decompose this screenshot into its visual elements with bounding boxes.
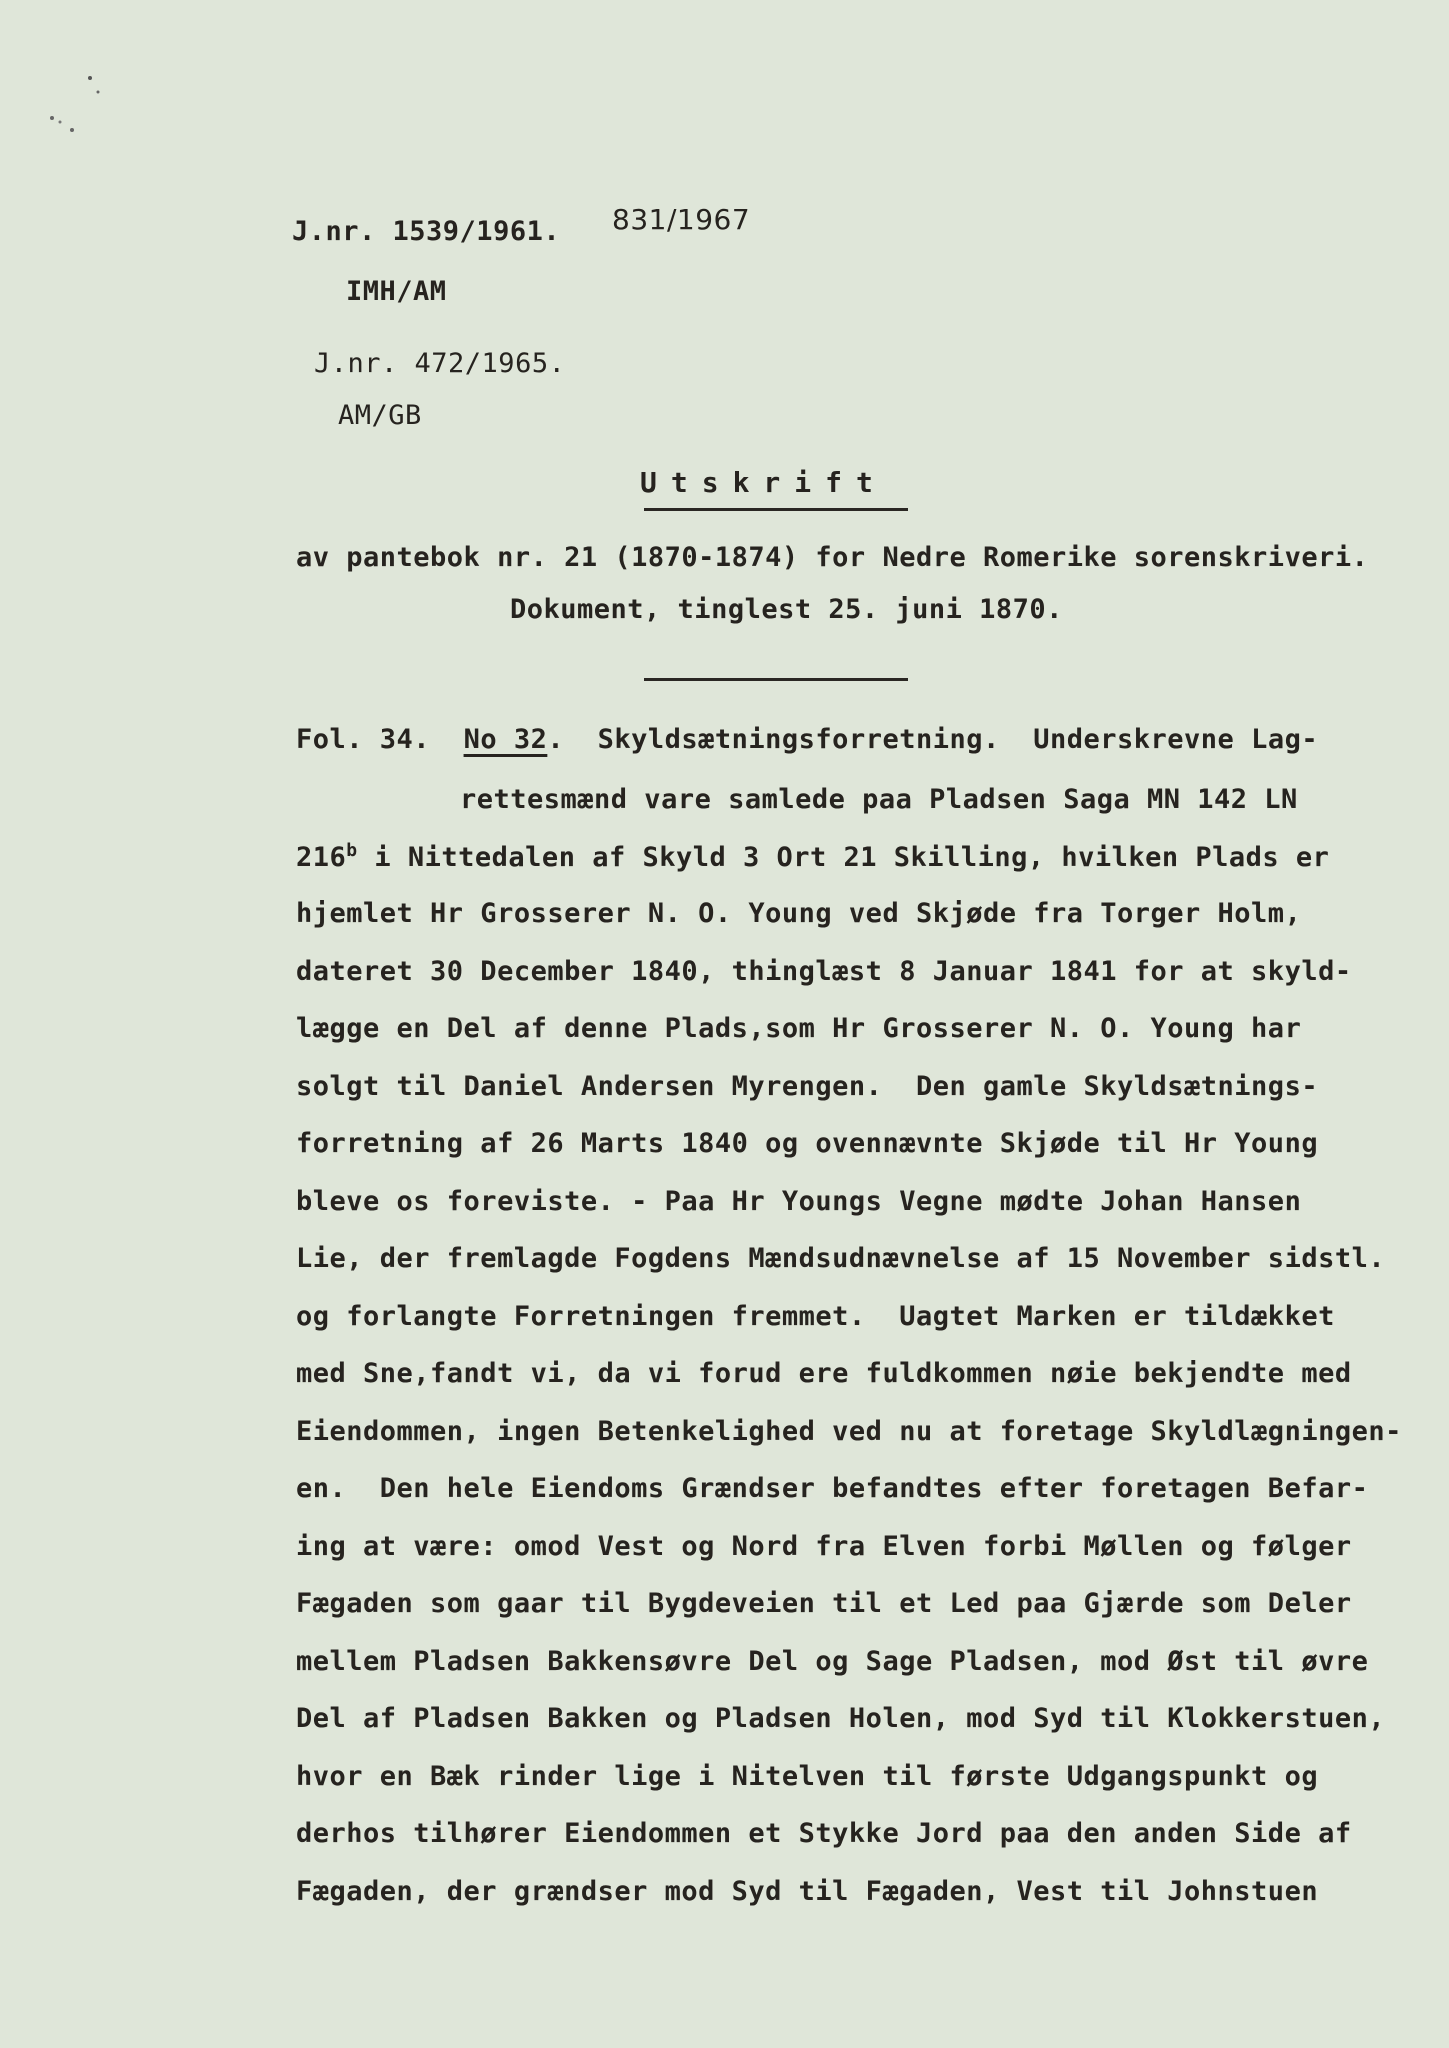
- body-line-12: med Sne,fandt vi, da vi forud ere fuldkommen nøie bekjendte med: [296, 1358, 1352, 1389]
- body-line-16: Fægaden som gaar til Bygdeveien til et Led paa Gjærde som Deler: [296, 1588, 1352, 1619]
- journal-number-handwritten: 831/1967: [612, 203, 751, 236]
- body-line-21: Fægaden, der grændser mod Syd til Fægaden, Vest til Johnstuen: [296, 1876, 1319, 1907]
- body-line-5: dateret 30 December 1840, thinglæst 8 Januar 1841 for at skyld-: [296, 956, 1352, 987]
- initials-2: AM/GB: [338, 400, 422, 431]
- body-line-3-a: 216: [296, 842, 347, 873]
- body-line-8: forretning af 26 Marts 1840 og ovennævnte Skjøde til Hr Young: [296, 1128, 1319, 1159]
- body-line-20: derhos tilhører Eiendommen et Stykke Jord paa den anden Side af: [296, 1818, 1352, 1849]
- journal-number-1: J.nr. 1539/1961.: [292, 216, 561, 247]
- entry-number: No 32: [463, 724, 548, 755]
- body-line-6: lægge en Del af denne Plads,som Hr Grosserer N. O. Young har: [296, 1013, 1302, 1044]
- body-line-9: bleve os foreviste. - Paa Hr Youngs Vegne mødte Johan Hansen: [296, 1186, 1302, 1217]
- body-line-3: [296, 842, 1329, 871]
- body-line-19: hvor en Bæk rinder lige i Nitelven til første Udgangspunkt og: [296, 1761, 1319, 1792]
- document-title: Utskrift: [640, 466, 887, 499]
- initials-1: IMH/AM: [346, 276, 447, 307]
- body-line-1-text: . Skyldsætningsforretning. Underskrevne Lag-: [547, 724, 1319, 755]
- subtitle-line-1: av pantebok nr. 21 (1870-1874) for Nedre Romerike sorenskriveri.: [296, 542, 1369, 573]
- body-line-3-b: i Nittedalen af Skyld 3 Ort 21 Skilling, hvilken Plads er: [357, 842, 1330, 873]
- body-line-11: og forlangte Forretningen fremmet. Uagtet Marken er tildækket: [296, 1301, 1335, 1332]
- title-underline: [644, 508, 908, 511]
- body-line-17: mellem Pladsen Bakkensøvre Del og Sage Pladsen, mod Øst til øvre: [296, 1646, 1369, 1677]
- paper-specks: [40, 70, 100, 150]
- journal-number-2: J.nr. 472/1965.: [314, 348, 566, 379]
- body-line-1: [296, 726, 1318, 753]
- body-line-10: Lie, der fremlagde Fogdens Mændsudnævnelse af 15 November sidstl.: [296, 1243, 1386, 1274]
- body-line-2: rettesmænd vare samlede paa Pladsen Saga MN 142 LN: [460, 784, 1298, 815]
- body-line-14: en. Den hele Eiendoms Grændser befandtes efter foretagen Befar-: [296, 1473, 1369, 1504]
- separator-rule: [644, 678, 908, 681]
- folio-number: Fol. 34.: [296, 724, 431, 755]
- body-line-3-superscript: b: [346, 840, 358, 861]
- body-line-18: Del af Pladsen Bakken og Pladsen Holen, mod Syd til Klokkerstuen,: [296, 1703, 1386, 1734]
- subtitle-line-2: Dokument, tinglest 25. juni 1870.: [510, 594, 1063, 625]
- body-line-4: hjemlet Hr Grosserer N. O. Young ved Skjøde fra Torger Holm,: [296, 898, 1302, 929]
- body-line-15: ing at være: omod Vest og Nord fra Elven forbi Møllen og følger: [296, 1531, 1352, 1562]
- body-line-7: solgt til Daniel Andersen Myrengen. Den gamle Skyldsætnings-: [296, 1071, 1319, 1102]
- body-line-13: Eiendommen, ingen Betenkelighed ved nu at foretage Skyldlægningen-: [296, 1416, 1402, 1447]
